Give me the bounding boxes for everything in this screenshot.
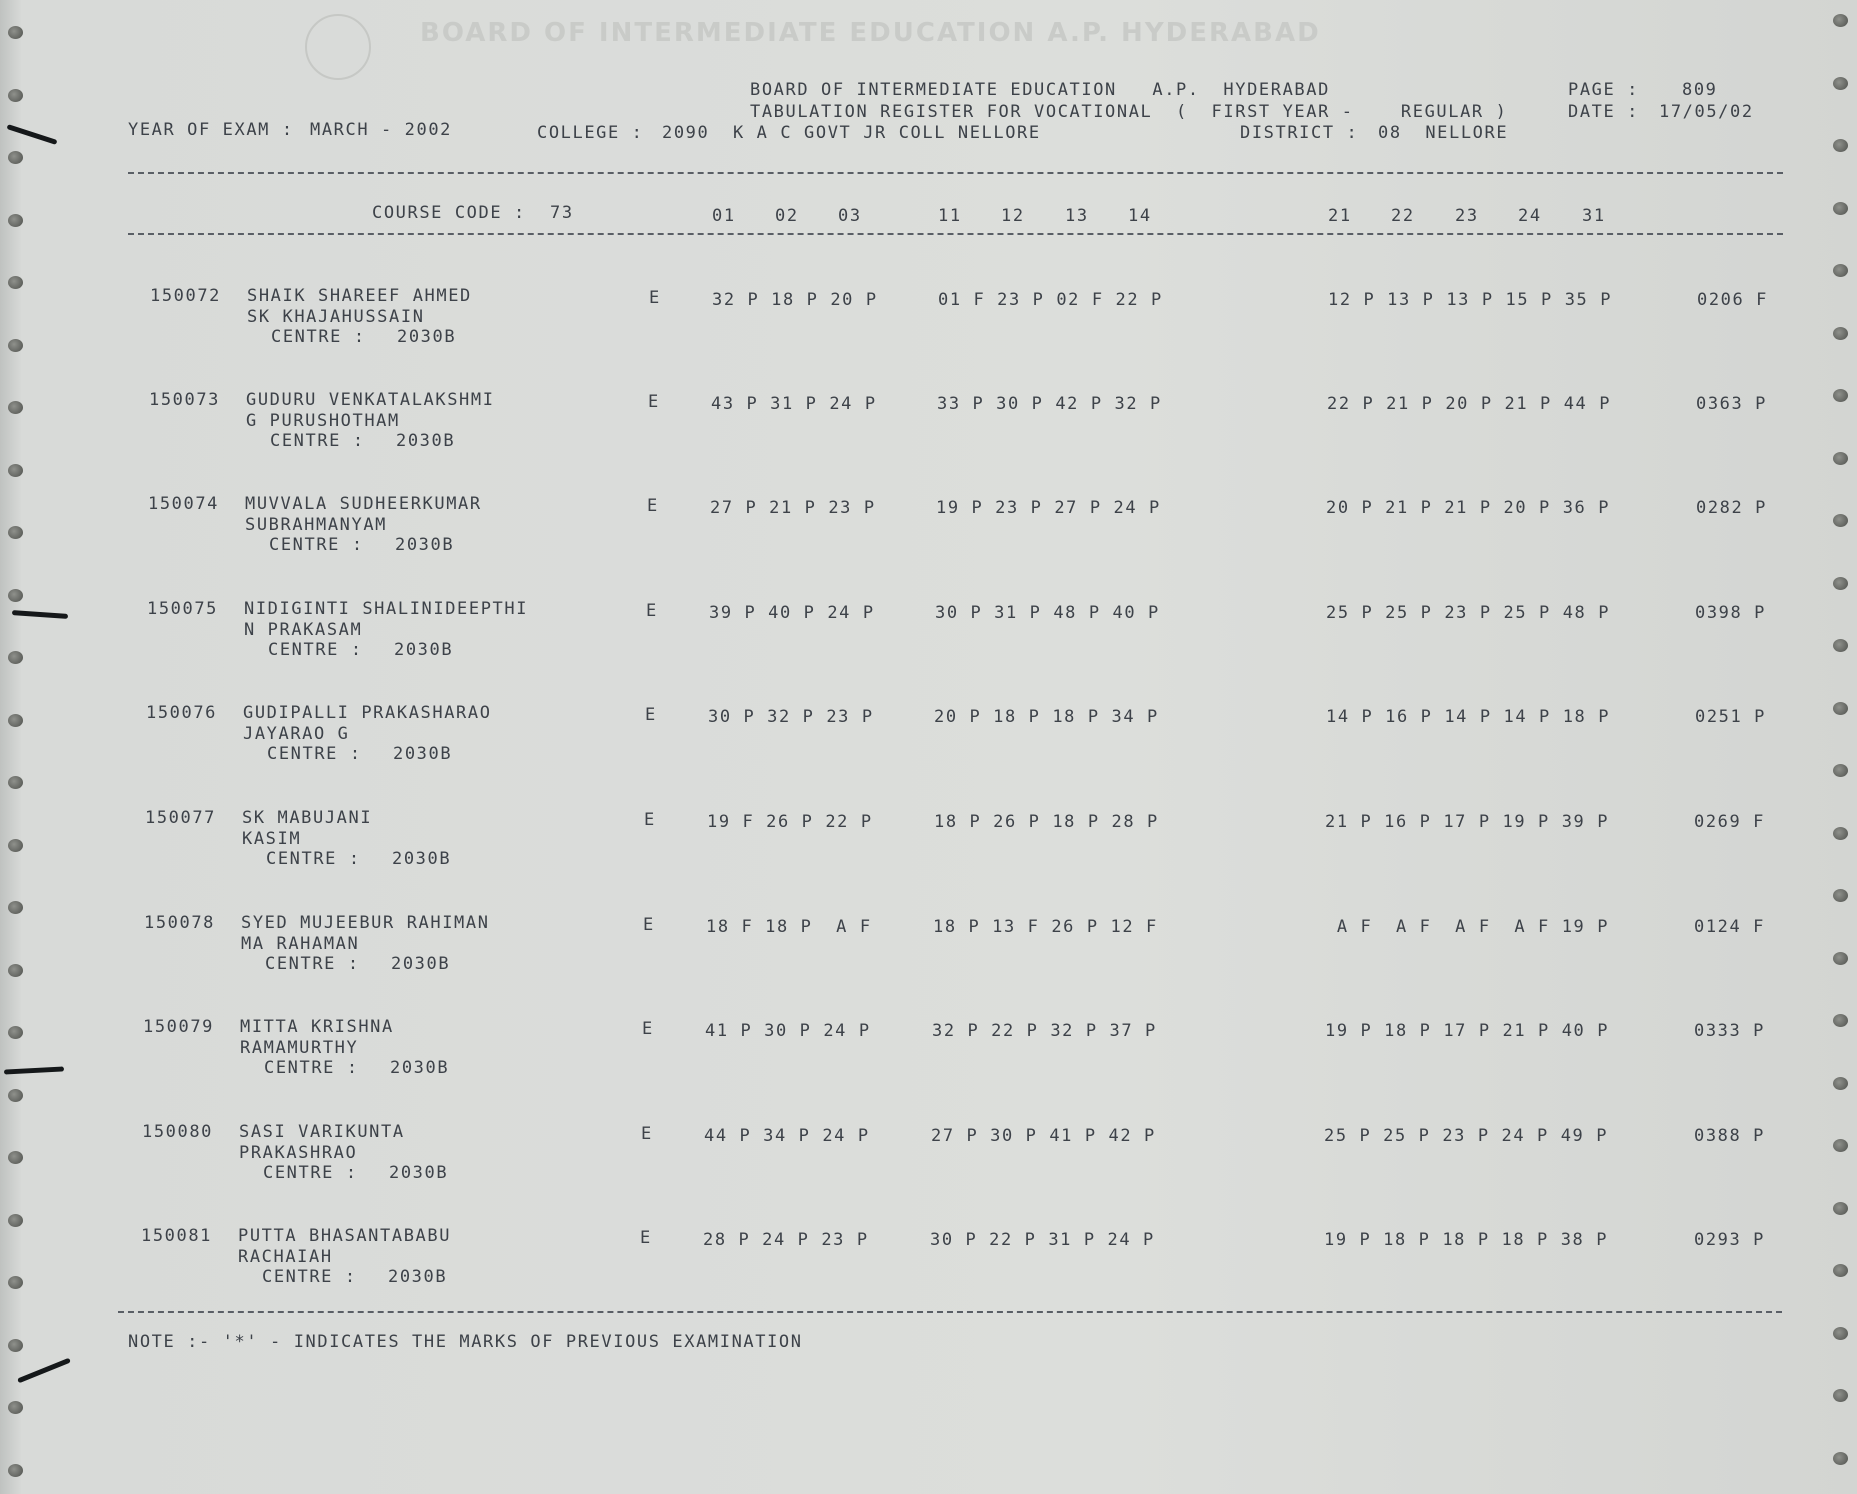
- page-label: PAGE :: [1568, 80, 1640, 100]
- parent-name: RAMAMURTHY: [240, 1038, 359, 1058]
- tractor-hole: [1833, 1327, 1848, 1340]
- marks-group-2: 01 F 23 P 02 F 22 P: [938, 290, 1163, 310]
- centre-label: CENTRE :: [266, 849, 361, 869]
- district-value: 08 NELLORE: [1378, 123, 1509, 143]
- tractor-hole: [8, 1464, 23, 1477]
- student-name: SK MABUJANI: [242, 808, 373, 828]
- marks-group-2: 30 P 22 P 31 P 24 P: [930, 1230, 1155, 1250]
- column-header-rule: [128, 233, 1783, 235]
- marks-group-3: 19 P 18 P 17 P 21 P 40 P: [1325, 1021, 1610, 1041]
- col-01: 01: [712, 206, 736, 226]
- marks-group-3: 25 P 25 P 23 P 25 P 48 P: [1326, 603, 1611, 623]
- col-31: 31: [1582, 206, 1606, 226]
- marks-group-3: 25 P 25 P 23 P 24 P 49 P: [1324, 1126, 1609, 1146]
- centre-label: CENTRE :: [265, 954, 360, 974]
- marks-group-1: 41 P 30 P 24 P: [705, 1021, 871, 1041]
- tractor-hole: [1833, 139, 1848, 152]
- total-result: 0388 P: [1694, 1126, 1766, 1146]
- tractor-hole: [8, 214, 23, 227]
- student-name: MITTA KRISHNA: [240, 1017, 394, 1037]
- marks-group-3: A F A F A F A F 19 P: [1325, 917, 1610, 937]
- tractor-hole: [1833, 77, 1848, 90]
- medium: E: [647, 496, 659, 516]
- total-result: 0293 P: [1694, 1230, 1766, 1250]
- col-02: 02: [775, 206, 799, 226]
- centre-code: 2030B: [397, 327, 457, 347]
- student-name: PUTTA BHASANTABABU: [238, 1226, 452, 1246]
- medium: E: [644, 810, 656, 830]
- marks-group-1: 19 F 26 P 22 P: [707, 812, 873, 832]
- centre-label: CENTRE :: [267, 744, 362, 764]
- roll-number: 150078: [144, 913, 216, 933]
- medium: E: [645, 705, 657, 725]
- centre-label: CENTRE :: [264, 1058, 359, 1078]
- parent-name: G PURUSHOTHAM: [246, 411, 400, 431]
- parent-name: N PRAKASAM: [244, 620, 363, 640]
- parent-name: SUBRAHMANYAM: [245, 515, 388, 535]
- col-14: 14: [1128, 206, 1152, 226]
- centre-code: 2030B: [391, 954, 451, 974]
- student-name: NIDIGINTI SHALINIDEEPTHI: [244, 599, 529, 619]
- parent-name: MA RAHAMAN: [241, 934, 360, 954]
- marks-group-3: 19 P 18 P 18 P 18 P 38 P: [1324, 1230, 1609, 1250]
- marks-group-1: 43 P 31 P 24 P: [711, 394, 877, 414]
- tractor-hole: [8, 1339, 23, 1352]
- roll-number: 150076: [146, 703, 218, 723]
- roll-number: 150072: [150, 286, 222, 306]
- year-label: YEAR OF EXAM :: [128, 120, 294, 140]
- student-row: [0, 390, 1857, 490]
- tractor-hole: [1833, 1452, 1848, 1465]
- student-row: [0, 286, 1857, 386]
- student-row: [0, 808, 1857, 908]
- student-row: [0, 913, 1857, 1013]
- page-number: 809: [1682, 80, 1718, 100]
- tractor-hole: [8, 151, 23, 164]
- total-result: 0124 F: [1694, 917, 1766, 937]
- parent-name: PRAKASHRAO: [239, 1143, 358, 1163]
- col-03: 03: [838, 206, 862, 226]
- centre-label: CENTRE :: [268, 640, 363, 660]
- tractor-hole: [8, 26, 23, 39]
- col-23: 23: [1455, 206, 1479, 226]
- medium: E: [641, 1124, 653, 1144]
- tractor-hole: [1833, 202, 1848, 215]
- roll-number: 150073: [149, 390, 221, 410]
- student-name: MUVVALA SUDHEERKUMAR: [245, 494, 482, 514]
- col-12: 12: [1001, 206, 1025, 226]
- col-13: 13: [1065, 206, 1089, 226]
- centre-code: 2030B: [393, 744, 453, 764]
- student-name: SHAIK SHAREEF AHMED: [247, 286, 472, 306]
- medium: E: [642, 1019, 654, 1039]
- student-row: [0, 1122, 1857, 1222]
- student-name: GUDIPALLI PRAKASHARAO: [243, 703, 492, 723]
- marks-group-2: 19 P 23 P 27 P 24 P: [936, 498, 1161, 518]
- total-result: 0333 P: [1694, 1021, 1766, 1041]
- header-rule: [128, 172, 1783, 174]
- medium: E: [646, 601, 658, 621]
- parent-name: RACHAIAH: [238, 1247, 333, 1267]
- student-row: [0, 494, 1857, 594]
- student-row: [0, 599, 1857, 699]
- marks-group-1: 32 P 18 P 20 P: [712, 290, 878, 310]
- total-result: 0251 P: [1695, 707, 1767, 727]
- date-label: DATE :: [1568, 102, 1640, 122]
- marks-group-1: 39 P 40 P 24 P: [709, 603, 875, 623]
- centre-code: 2030B: [394, 640, 454, 660]
- marks-group-2: 33 P 30 P 42 P 32 P: [937, 394, 1162, 414]
- tractor-hole: [1833, 264, 1848, 277]
- total-result: 0363 P: [1696, 394, 1768, 414]
- student-name: GUDURU VENKATALAKSHMI: [246, 390, 495, 410]
- total-result: 0398 P: [1695, 603, 1767, 623]
- footer-note: NOTE :- '*' - INDICATES THE MARKS OF PREVIOUS EXAMINATION: [128, 1332, 803, 1352]
- centre-code: 2030B: [396, 431, 456, 451]
- col-22: 22: [1391, 206, 1415, 226]
- footer-rule: [118, 1311, 1782, 1313]
- student-name: SASI VARIKUNTA: [239, 1122, 405, 1142]
- tractor-hole: [8, 89, 23, 102]
- centre-code: 2030B: [389, 1163, 449, 1183]
- col-11: 11: [938, 206, 962, 226]
- course-code: 73: [550, 203, 574, 223]
- marks-group-2: 18 P 26 P 18 P 28 P: [934, 812, 1159, 832]
- centre-code: 2030B: [390, 1058, 450, 1078]
- course-code-label: COURSE CODE :: [372, 203, 526, 223]
- centre-label: CENTRE :: [270, 431, 365, 451]
- board-title: BOARD OF INTERMEDIATE EDUCATION A.P. HYDERABAD: [750, 80, 1330, 100]
- year-value: MARCH - 2002: [310, 120, 453, 140]
- total-result: 0269 F: [1694, 812, 1766, 832]
- col-24: 24: [1518, 206, 1542, 226]
- medium: E: [649, 288, 661, 308]
- marks-group-1: 28 P 24 P 23 P: [703, 1230, 869, 1250]
- col-21: 21: [1328, 206, 1352, 226]
- marks-group-2: 30 P 31 P 48 P 40 P: [935, 603, 1160, 623]
- tractor-hole: [8, 1401, 23, 1414]
- marks-group-1: 30 P 32 P 23 P: [708, 707, 874, 727]
- parent-name: JAYARAO G: [243, 724, 350, 744]
- marks-group-2: 27 P 30 P 41 P 42 P: [931, 1126, 1156, 1146]
- college-value: 2090 K A C GOVT JR COLL NELLORE: [662, 123, 1041, 143]
- total-result: 0206 F: [1697, 290, 1769, 310]
- marks-group-2: 20 P 18 P 18 P 34 P: [934, 707, 1159, 727]
- marks-group-2: 18 P 13 F 26 P 12 F: [933, 917, 1158, 937]
- marks-group-3: 22 P 21 P 20 P 21 P 44 P: [1327, 394, 1612, 414]
- marks-group-3: 14 P 16 P 14 P 14 P 18 P: [1326, 707, 1611, 727]
- roll-number: 150075: [147, 599, 219, 619]
- roll-number: 150079: [143, 1017, 215, 1037]
- marks-group-2: 32 P 22 P 32 P 37 P: [932, 1021, 1157, 1041]
- marks-group-3: 20 P 21 P 21 P 20 P 36 P: [1326, 498, 1611, 518]
- marks-group-3: 12 P 13 P 13 P 15 P 35 P: [1328, 290, 1613, 310]
- parent-name: KASIM: [242, 829, 302, 849]
- ghost-seal-showthrough: [305, 14, 371, 80]
- roll-number: 150077: [145, 808, 217, 828]
- marks-group-1: 18 F 18 P A F: [706, 917, 872, 937]
- roll-number: 150080: [142, 1122, 214, 1142]
- marks-group-1: 27 P 21 P 23 P: [710, 498, 876, 518]
- date-value: 17/05/02: [1659, 102, 1754, 122]
- centre-label: CENTRE :: [269, 535, 364, 555]
- ghost-header-showthrough: BOARD OF INTERMEDIATE EDUCATION A.P. HYDERABAD: [420, 18, 1321, 48]
- parent-name: SK KHAJAHUSSAIN: [247, 307, 425, 327]
- student-name: SYED MUJEEBUR RAHIMAN: [241, 913, 490, 933]
- centre-code: 2030B: [392, 849, 452, 869]
- centre-label: CENTRE :: [262, 1267, 357, 1287]
- marks-group-1: 44 P 34 P 24 P: [704, 1126, 870, 1146]
- centre-code: 2030B: [388, 1267, 448, 1287]
- centre-label: CENTRE :: [271, 327, 366, 347]
- student-row: [0, 703, 1857, 803]
- total-result: 0282 P: [1696, 498, 1768, 518]
- medium: E: [640, 1228, 652, 1248]
- register-title: TABULATION REGISTER FOR VOCATIONAL ( FIRST YEAR - REGULAR ): [750, 102, 1508, 122]
- centre-code: 2030B: [395, 535, 455, 555]
- centre-label: CENTRE :: [263, 1163, 358, 1183]
- district-label: DISTRICT :: [1240, 123, 1359, 143]
- student-row: [0, 1017, 1857, 1117]
- medium: E: [643, 915, 655, 935]
- roll-number: 150081: [141, 1226, 213, 1246]
- tractor-hole: [1833, 1389, 1848, 1402]
- tractor-hole: [1833, 14, 1848, 27]
- marks-group-3: 21 P 16 P 17 P 19 P 39 P: [1325, 812, 1610, 832]
- medium: E: [648, 392, 660, 412]
- roll-number: 150074: [148, 494, 220, 514]
- college-label: COLLEGE :: [537, 123, 644, 143]
